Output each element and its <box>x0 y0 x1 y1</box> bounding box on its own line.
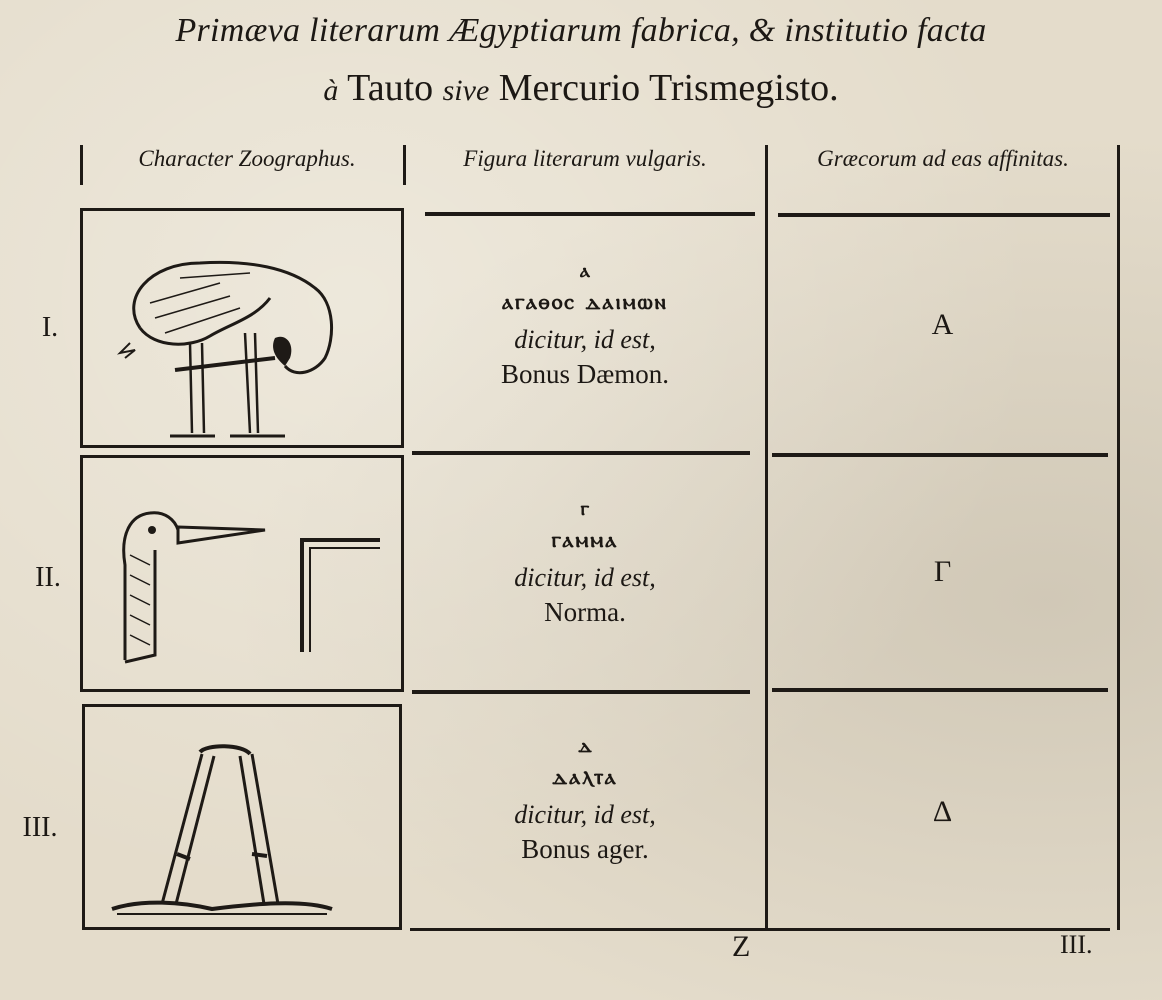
page-label: III. <box>1060 930 1093 959</box>
title-name-tauto: Tauto <box>347 67 434 109</box>
coptic-word: ⲁⲅⲁⲑⲟⲥ ⲇⲁⲓⲙⲱⲛ <box>502 290 668 315</box>
row-rule-1-right <box>772 453 1108 457</box>
column-header-graecorum: Græcorum ad eas affinitas. <box>817 146 1069 171</box>
dicitur-text: dicitur, id est, <box>514 563 656 592</box>
ibis-preening-icon <box>80 208 404 448</box>
title-prefix: à <box>323 74 339 107</box>
meaning-text: Bonus Dæmon. <box>500 359 670 389</box>
greek-letter-3: Δ <box>932 795 953 828</box>
row-rule-2-middle <box>412 690 750 694</box>
figura-cell-2 <box>405 496 765 628</box>
meaning-text: Bonus ager. <box>521 834 649 864</box>
header-rule-left <box>80 145 83 185</box>
column-rule-right <box>1117 145 1120 930</box>
dicitur-text: dicitur, id est, <box>514 325 656 354</box>
greek-letter-2: Γ <box>933 555 952 588</box>
title-line-2 <box>0 66 1162 110</box>
row-rule-2-right <box>772 688 1108 692</box>
title-name-mercurio: Mercurio Trismegisto. <box>498 67 839 109</box>
column-header-character: Character Zoographus. <box>138 146 356 171</box>
signature-mark: Z <box>732 930 751 963</box>
header-rule-1 <box>403 145 406 185</box>
row-numeral-3: III. <box>22 812 58 843</box>
row-rule-top-middle <box>425 212 755 216</box>
coptic-word: ⲇⲁⲗⲧⲁ <box>552 765 618 790</box>
figura-cell-3 <box>405 733 765 865</box>
column-rule-2 <box>765 145 768 930</box>
row-rule-top-right <box>778 213 1110 217</box>
row-numeral-2: II. <box>35 562 61 593</box>
bird-head-set-square-icon <box>80 455 404 692</box>
title-line-1: Primæva literarum Ægyptiarum fabrica, & institutio facta <box>175 12 987 49</box>
title-sive: sive <box>442 74 490 107</box>
coptic-letter: ⲁ <box>580 258 590 282</box>
column-header-figura: Figura literarum vulgaris. <box>463 146 707 171</box>
figura-cell-1 <box>405 258 765 390</box>
row-rule-1-middle <box>412 451 750 455</box>
coptic-letter: ⲇ <box>578 733 592 757</box>
coptic-letter: ⲅ <box>580 496 590 520</box>
greek-letter-1: Α <box>931 308 954 341</box>
dicitur-text: dicitur, id est, <box>514 800 656 829</box>
row-numeral-1: I. <box>41 312 59 343</box>
meaning-text: Norma. <box>544 597 626 627</box>
coptic-word: ⲅⲁⲙⲙⲁ <box>551 528 619 553</box>
legs-triangle-icon <box>82 704 402 930</box>
row-rule-bottom <box>410 928 1110 931</box>
